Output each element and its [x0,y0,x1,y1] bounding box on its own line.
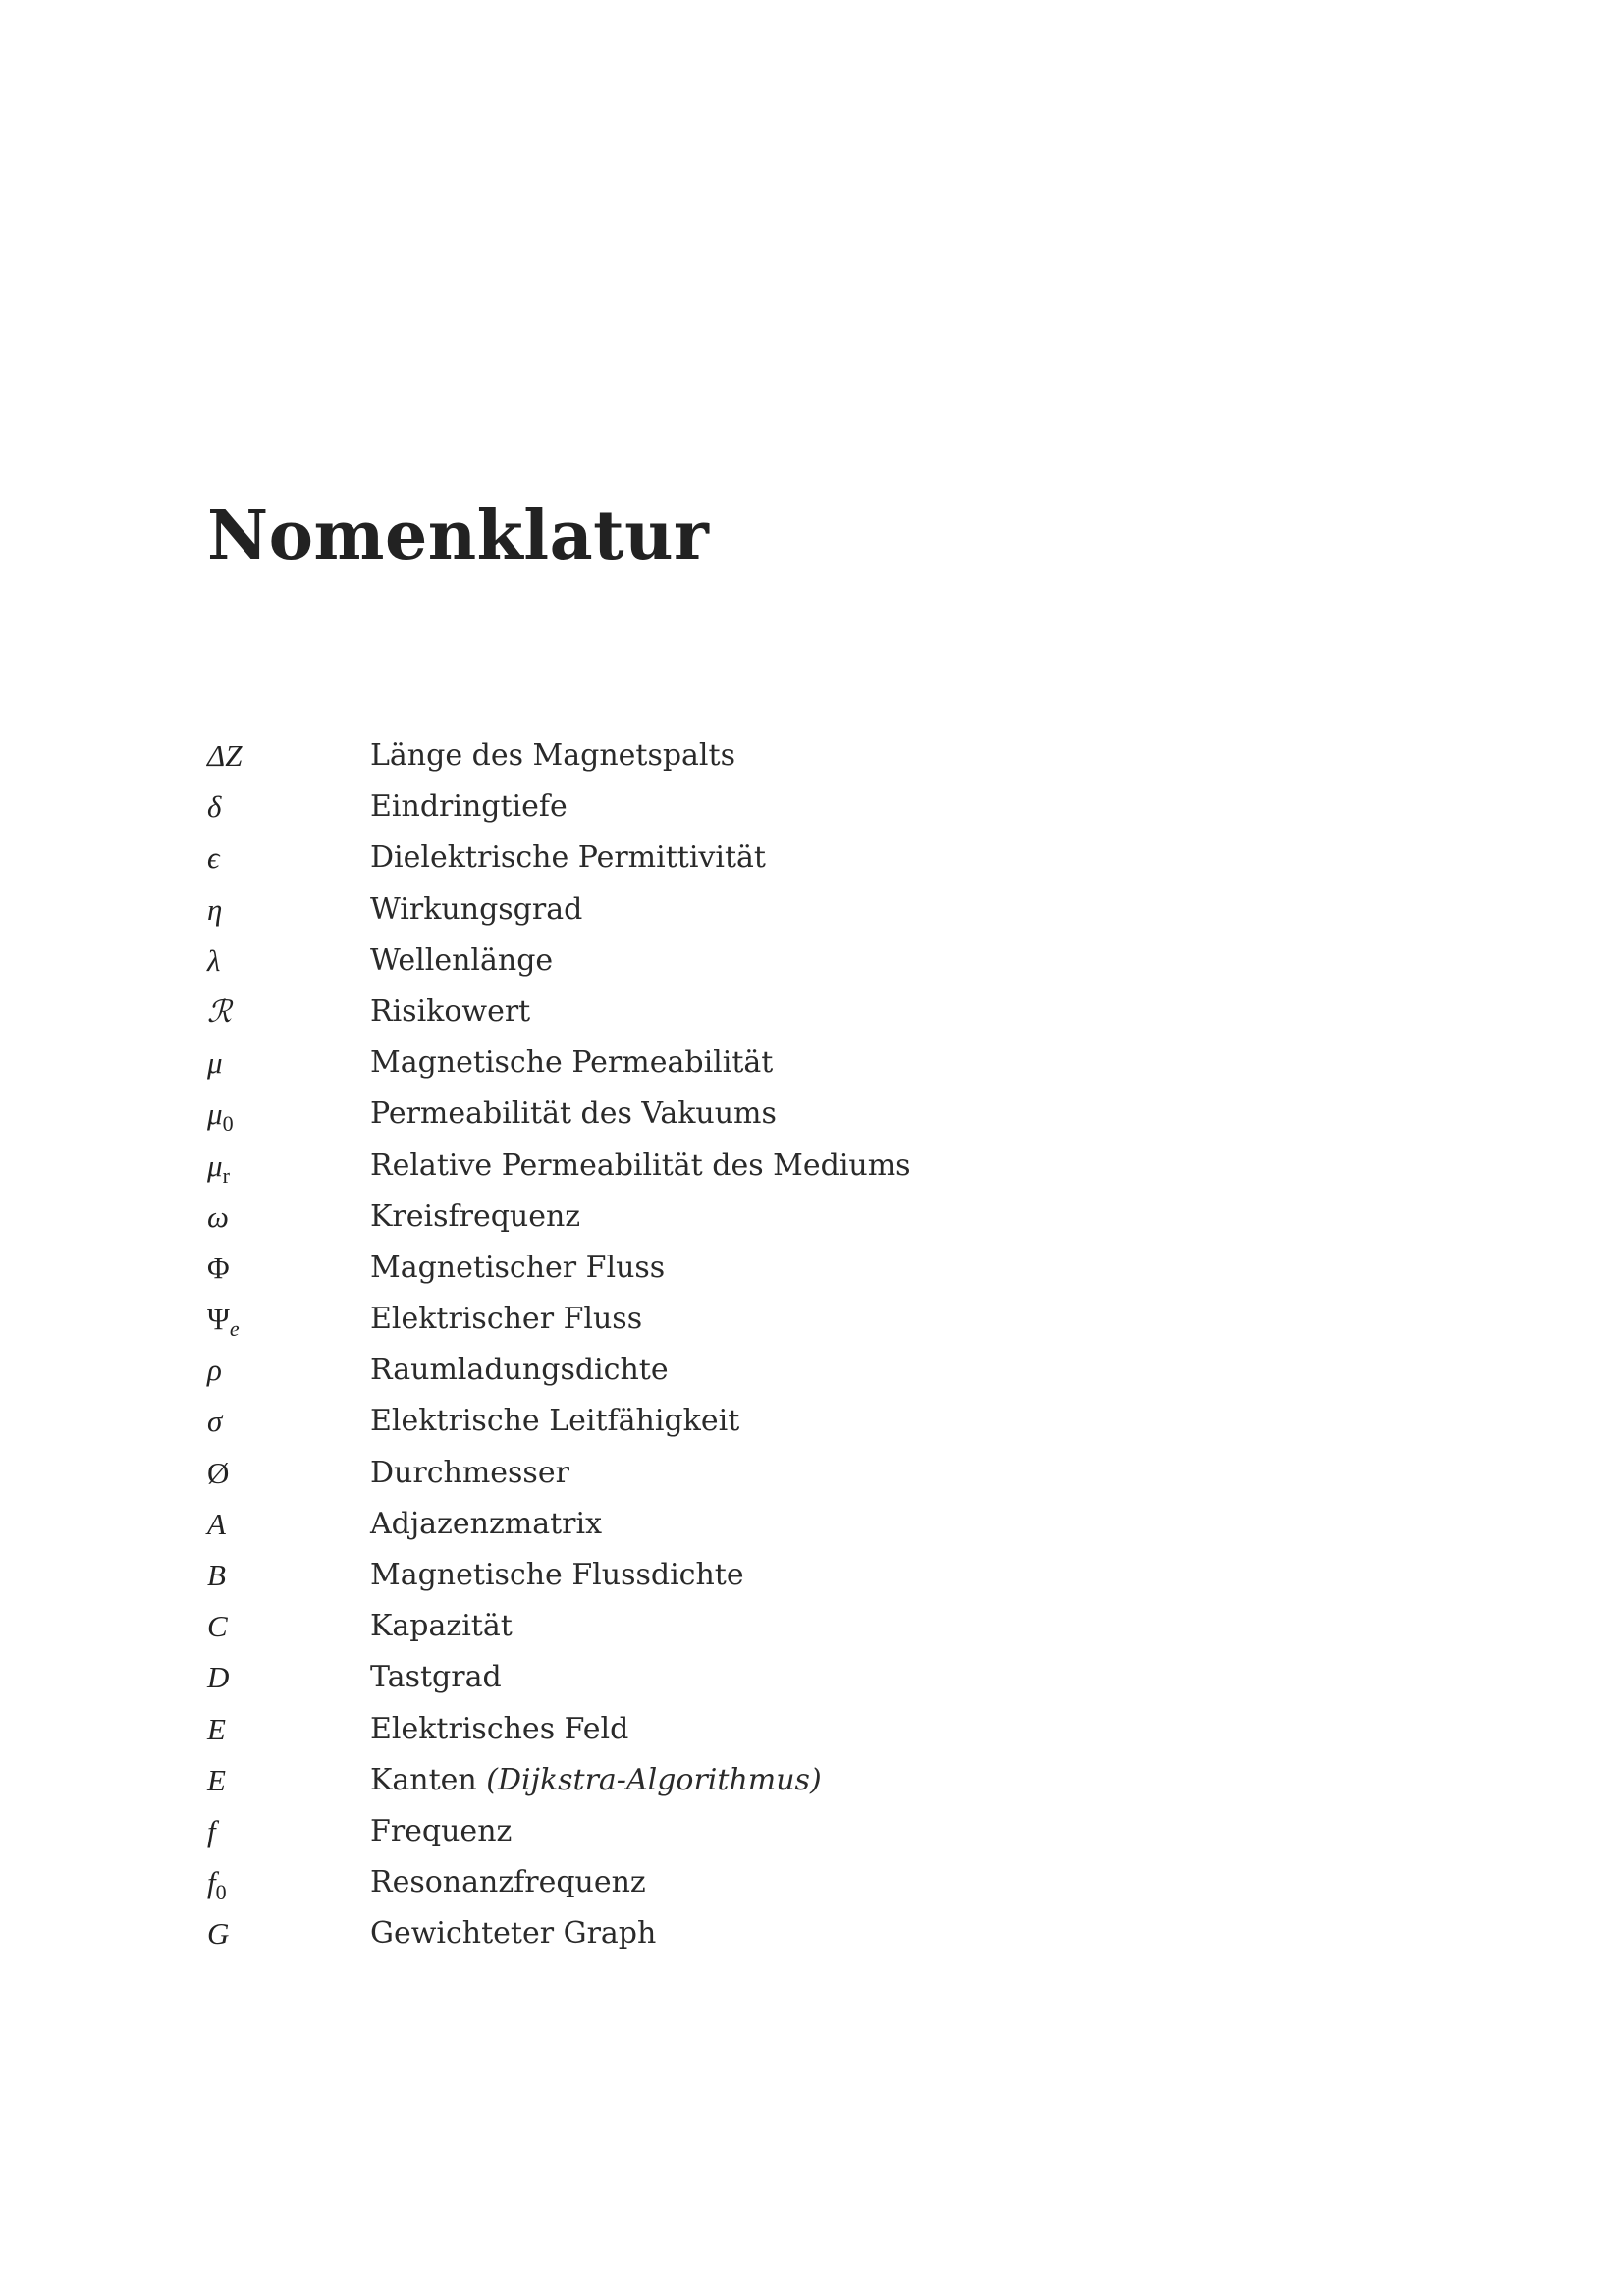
nomenclature-row [207,1605,1385,1656]
nomenclature-row [207,1656,1385,1707]
nomenclature-symbol: λ [207,942,221,978]
nomenclature-description: Permeabilität des Vakuums [370,1096,777,1132]
nomenclature-row [207,1759,1385,1810]
nomenclature-description: Wellenlänge [370,942,554,978]
nomenclature-row [207,734,1385,785]
nomenclature-row [207,1452,1385,1503]
symbol-base: f [207,1865,216,1900]
nomenclature-list [207,734,1385,1964]
nomenclature-description: Resonanzfrequenz [370,1865,646,1900]
nomenclature-symbol: D [207,1660,230,1695]
nomenclature-symbol: ΔZ [207,738,243,773]
nomenclature-description: Eindringtiefe [370,789,568,825]
nomenclature-description: Elektrisches Feld [370,1711,629,1746]
nomenclature-symbol: ϵ [207,840,220,876]
nomenclature-row [207,1554,1385,1605]
nomenclature-description [370,1759,822,1802]
nomenclature-symbol: ω [207,1199,229,1234]
nomenclature-description: Dielektrische Permittivität [370,840,766,876]
nomenclature-description: Tastgrad [370,1660,502,1695]
nomenclature-description: Wirkungsgrad [370,891,583,927]
nomenclature-row [207,888,1385,939]
nomenclature-symbol [207,1861,354,1907]
nomenclature-description: Magnetische Flussdichte [370,1558,744,1592]
nomenclature-row [207,785,1385,836]
nomenclature-symbol [207,1093,354,1139]
nomenclature-row [207,1810,1385,1861]
nomenclature-description: Elektrischer Fluss [370,1302,643,1337]
nomenclature-description: Kreisfrequenz [370,1199,581,1234]
nomenclature-symbol [207,1452,354,1495]
nomenclature-description: Adjazenzmatrix [370,1506,602,1541]
nomenclature-description: Raumladungsdichte [370,1353,669,1388]
nomenclature-description: Frequenz [370,1813,513,1848]
nomenclature-row [207,1041,1385,1093]
nomenclature-row [207,939,1385,990]
nomenclature-row [207,1145,1385,1196]
nomenclature-symbol: σ [207,1404,223,1439]
nomenclature-description: Elektrische Leitfähigkeit [370,1404,740,1439]
nomenclature-row [207,836,1385,887]
symbol-base: Φ [207,1250,230,1285]
nomenclature-description: Relative Permeabilität des Mediums [370,1148,911,1183]
symbol-base: Ø [207,1455,230,1490]
nomenclature-description: Magnetische Permeabilität [370,1045,774,1081]
nomenclature-symbol [207,1145,354,1191]
nomenclature-row [207,1298,1385,1349]
nomenclature-row [207,1912,1385,1963]
nomenclature-symbol [207,1247,354,1290]
symbol-subscript: e [229,1316,240,1342]
nomenclature-row [207,1861,1385,1912]
nomenclature-symbol: C [207,1609,228,1644]
nomenclature-symbol: μ [207,1045,223,1081]
symbol-base: μ [207,1148,223,1183]
nomenclature-description: Magnetischer Fluss [370,1250,666,1285]
nomenclature-row [207,1247,1385,1298]
nomenclature-description: Länge des Magnetspalts [370,738,735,773]
symbol-base: μ [207,1096,223,1132]
nomenclature-symbol: ρ [207,1353,222,1388]
nomenclature-row [207,1400,1385,1451]
symbol-subscript: 0 [215,1880,227,1905]
nomenclature-description: Durchmesser [370,1455,569,1490]
nomenclature-row [207,1349,1385,1400]
nomenclature-row [207,1708,1385,1759]
description-note: (Dijkstra-Algorithmus) [486,1762,822,1797]
nomenclature-row [207,1196,1385,1247]
nomenclature-symbol: η [207,891,223,927]
nomenclature-symbol: ℛ [207,993,232,1029]
nomenclature-symbol: A [207,1506,226,1541]
nomenclature-description: Kapazität [370,1609,513,1644]
chapter-title: Nomenklatur [207,497,710,575]
nomenclature-symbol: B [207,1558,226,1592]
symbol-subscript: 0 [222,1111,234,1137]
symbol-subscript: r [222,1162,230,1188]
nomenclature-description: Gewichteter Graph [370,1916,657,1951]
nomenclature-symbol: E [207,1762,226,1797]
nomenclature-symbol: G [207,1916,230,1951]
description-text: Kanten [370,1762,477,1797]
nomenclature-symbol: E [207,1711,226,1746]
symbol-base: Ψ [207,1302,230,1337]
nomenclature-row [207,1093,1385,1144]
nomenclature-description: Risikowert [370,993,531,1029]
nomenclature-symbol [207,1298,354,1344]
nomenclature-symbol: f [207,1813,216,1848]
nomenclature-symbol: δ [207,789,222,825]
nomenclature-row [207,1503,1385,1554]
nomenclature-row [207,990,1385,1041]
